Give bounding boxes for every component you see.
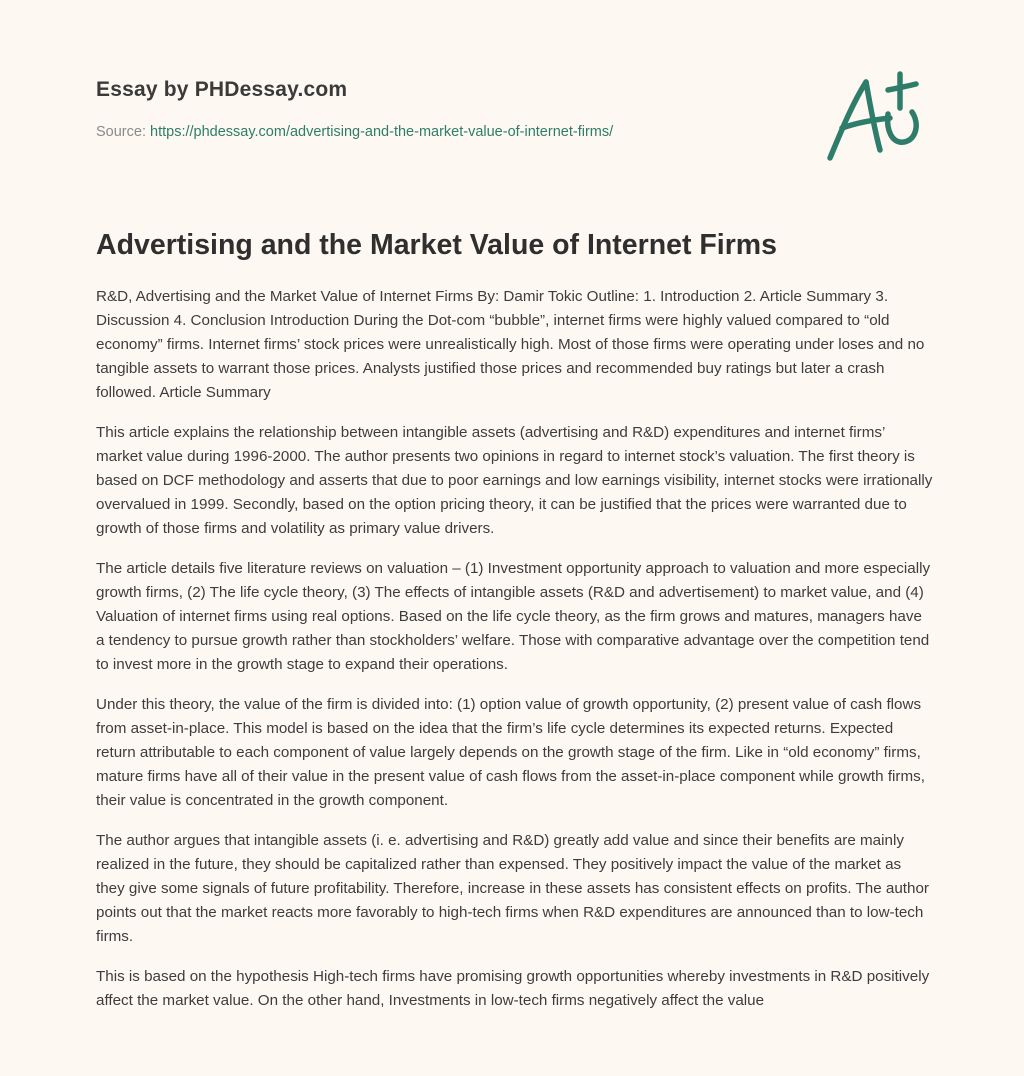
source-label: Source: — [96, 124, 146, 140]
essay-paragraph: R&D, Advertising and the Market Value of Internet Firms By: Damir Tokic Outline: 1. Introduction 2. Article Summary 3. Discussion 4. Conclusion Introduction During the Dot-com “bubble”, internet firms were highly valued compared to “old economy” firms. Internet firms’ stock prices were unrealistically high. Most of those firms were operating under loses and no tangible assets to warrant those prices. Analysts justified those prices and recommended buy ratings but later a crash followed. Article Summary — [96, 288, 925, 401]
essay-paragraph: Under this theory, the value of the firm is divided into: (1) option value of growth opportunity, (2) present value of cash flows from asset-in-place. This model is based on the idea that the firm’s life cycle determines its expected returns. Expected return attributable to each component of value largely depends on the growth stage of the firm. Like in “old economy” firms, mature firms have all of their value in the present value of cash flows from the asset-in-place component while growth firms, their value is concentrated in the growth component. — [96, 696, 925, 809]
essay-paragraph: The article details five literature reviews on valuation – (1) Investment opportunity approach to valuation and more especially growth firms, (2) The life cycle theory, (3) The effects of intangible assets (R&D and advertisement) to market value, and (4) Valuation of internet firms using real options. Based on the life cycle theory, as the firm grows and matures, managers have a tendency to pursue growth rather than stockholders’ welfare. Those with comparative advantage over the competition tend to invest more in the growth stage to expand their operations. — [96, 560, 931, 673]
essay-paragraph: This is based on the hypothesis High-tech firms have promising growth opportunities whereby investments in R&D positively affect the market value. On the other hand, Investments in low-tech firms negatively affect the value — [96, 968, 930, 1009]
site-brand: Essay by PHDessay.com — [96, 78, 348, 101]
essay-title: Advertising and the Market Value of Internet Firms — [96, 229, 777, 261]
source-line — [96, 122, 796, 142]
a-plus-grade-icon — [820, 68, 932, 166]
essay-paragraph: The author argues that intangible assets (i. e. advertising and R&D) greatly add value and since their benefits are mainly realized in the future, they should be capitalized rather than expensed. They positively impact the value of the market as they give some signals of future profitability. Therefore, increase in these assets has consistent effects on profits. The author points out that the market reacts more favorably to high-tech firms when R&D expenditures are announced than to low-tech firms. — [96, 832, 929, 945]
essay-body — [96, 285, 934, 1029]
essay-paragraph: This article explains the relationship between intangible assets (advertising and R&D) expenditures and internet firms’ market value during 1996-2000. The author presents two opinions in regard to internet stock’s valuation. The first theory is based on DCF methodology and asserts that due to poor earnings and low earnings visibility, internet stocks were irrationally overvalued in 1999. Secondly, based on the option pricing theory, it can be justified that the prices were warranted due to growth of those firms and volatility as primary value drivers. — [96, 424, 933, 537]
source-link[interactable]: https://phdessay.com/advertising-and-the-market-value-of-internet-firms/ — [150, 124, 614, 140]
essay-header — [96, 76, 796, 142]
